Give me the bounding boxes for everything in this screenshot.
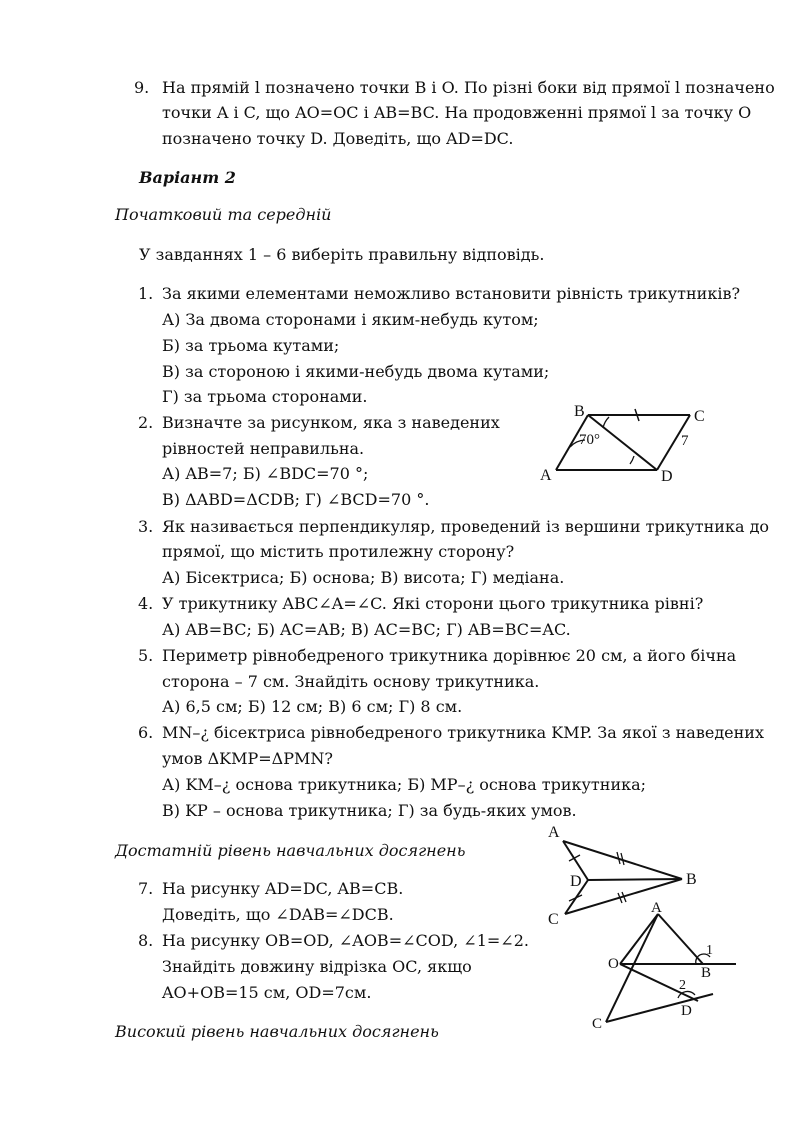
- fig2-label-b: B: [686, 871, 697, 888]
- task-8-line-2: Знайдіть довжину відрізка OC, якщо: [162, 957, 472, 976]
- fig3-label-b: B: [701, 965, 712, 981]
- task-6-number: 6.: [138, 723, 154, 742]
- section-high: Високий рівень навчальних досягнень: [115, 1022, 439, 1041]
- task-2-options-cd: В) ΔABD=ΔCDB; Г) ∠BCD=70 °.: [162, 490, 430, 509]
- figure-task8: [588, 898, 748, 1038]
- task-4-options: А) AB=BC; Б) AC=AB; В) AC=BC; Г) AB=BC=AC.: [162, 620, 571, 639]
- q9-line-2: точки A і C, що AO=OC і AB=BC. На продовженні прямої l за точку O: [162, 103, 752, 122]
- fig3-label-o: O: [608, 956, 619, 972]
- task-8-line-3: AO+OB=15 см, OD=7см.: [162, 983, 372, 1002]
- q9-line-3: позначено точку D. Доведіть, що AD=DC.: [162, 129, 514, 148]
- task-6-options-ab: А) KM–¿ основа трикутника; Б) MP–¿ основа трикутника;: [162, 775, 647, 794]
- task-8-line-1: На рисунку OB=OD, ∠AOB=∠COD, ∠1=∠2.: [162, 931, 529, 950]
- fig3-angle-2: 2: [679, 978, 686, 993]
- task-5-options: А) 6,5 см; Б) 12 см; В) 6 см; Г) 8 см.: [162, 697, 463, 716]
- section-sufficient: Достатній рівень навчальних досягнень: [115, 841, 466, 860]
- task-3-question: Як називається перпендикуляр, проведений із вершини трикутника до: [162, 517, 770, 536]
- task-2-question: Визначте за рисунком, яка з наведених: [162, 413, 500, 432]
- task-1-number: 1.: [138, 284, 154, 303]
- task-2-options-ab: А) AB=7; Б) ∠BDC=70 °;: [162, 464, 369, 483]
- variant-title: Варіант 2: [139, 168, 236, 187]
- task-5-question: Периметр рівнобедреного трикутника дорівнює 20 см, а його бічна: [162, 646, 737, 665]
- section-initial: Початковий та середній: [115, 205, 332, 224]
- task-5-question-cont: сторона – 7 см. Знайдіть основу трикутника.: [162, 672, 540, 691]
- fig2-label-c: C: [548, 911, 559, 928]
- task-8-number: 8.: [138, 931, 154, 950]
- fig3-label-c: C: [592, 1016, 603, 1032]
- figure-parallelogram: [530, 400, 730, 490]
- task-6-question-cont: умов ΔKMP=ΔPMN?: [162, 749, 333, 768]
- fig3-label-a: A: [651, 900, 662, 916]
- q9-number: 9.: [134, 78, 150, 97]
- task-1-option-c: В) за стороною і якими-небудь двома кутами;: [162, 362, 550, 381]
- fig2-label-d: D: [570, 873, 582, 890]
- task-7-number: 7.: [138, 879, 154, 898]
- task-1-option-a: А) За двома сторонами і яким-небудь кутом;: [162, 310, 539, 329]
- task-7-line-1: На рисунку AD=DC, AB=CB.: [162, 879, 404, 898]
- fig1-side-7: 7: [681, 433, 689, 449]
- fig1-label-b: B: [574, 403, 585, 420]
- fig3-angle-1: 1: [706, 943, 713, 958]
- task-3-number: 3.: [138, 517, 154, 536]
- task-4-number: 4.: [138, 594, 154, 613]
- task-1-option-b: Б) за трьома кутами;: [162, 336, 340, 355]
- fig1-label-d: D: [661, 468, 673, 485]
- fig1-label-c: C: [694, 408, 705, 425]
- fig1-angle-70: 70°: [579, 432, 600, 448]
- task-6-options-cd: В) KP – основа трикутника; Г) за будь-яких умов.: [162, 801, 577, 820]
- task-3-question-cont: прямої, що містить протилежну сторону?: [162, 542, 515, 561]
- task-1-question: За якими елементами неможливо встановити рівність трикутників?: [162, 284, 741, 303]
- task-1-option-d: Г) за трьома сторонами.: [162, 387, 368, 406]
- task-4-question: У трикутнику ABC∠A=∠C. Які сторони цього трикутника рівні?: [162, 594, 704, 613]
- fig2-label-a: A: [548, 824, 560, 841]
- task-5-number: 5.: [138, 646, 154, 665]
- task-6-question: MN–¿ бісектриса рівнобедреного трикутника KMP. За якої з наведених: [162, 723, 764, 742]
- task-3-options: А) Бісектриса; Б) основа; В) висота; Г) медіана.: [162, 568, 565, 587]
- q9-line-1: На прямій l позначено точки B і O. По різні боки від прямої l позначено: [162, 78, 775, 97]
- instruction: У завданнях 1 – 6 виберіть правильну відповідь.: [139, 245, 545, 264]
- task-2-question-cont: рівностей неправильна.: [162, 439, 365, 458]
- fig3-label-d: D: [681, 1003, 692, 1019]
- task-2-number: 2.: [138, 413, 154, 432]
- task-7-line-2: Доведіть, що ∠DAB=∠DCB.: [162, 905, 394, 924]
- fig1-label-a: A: [540, 467, 552, 484]
